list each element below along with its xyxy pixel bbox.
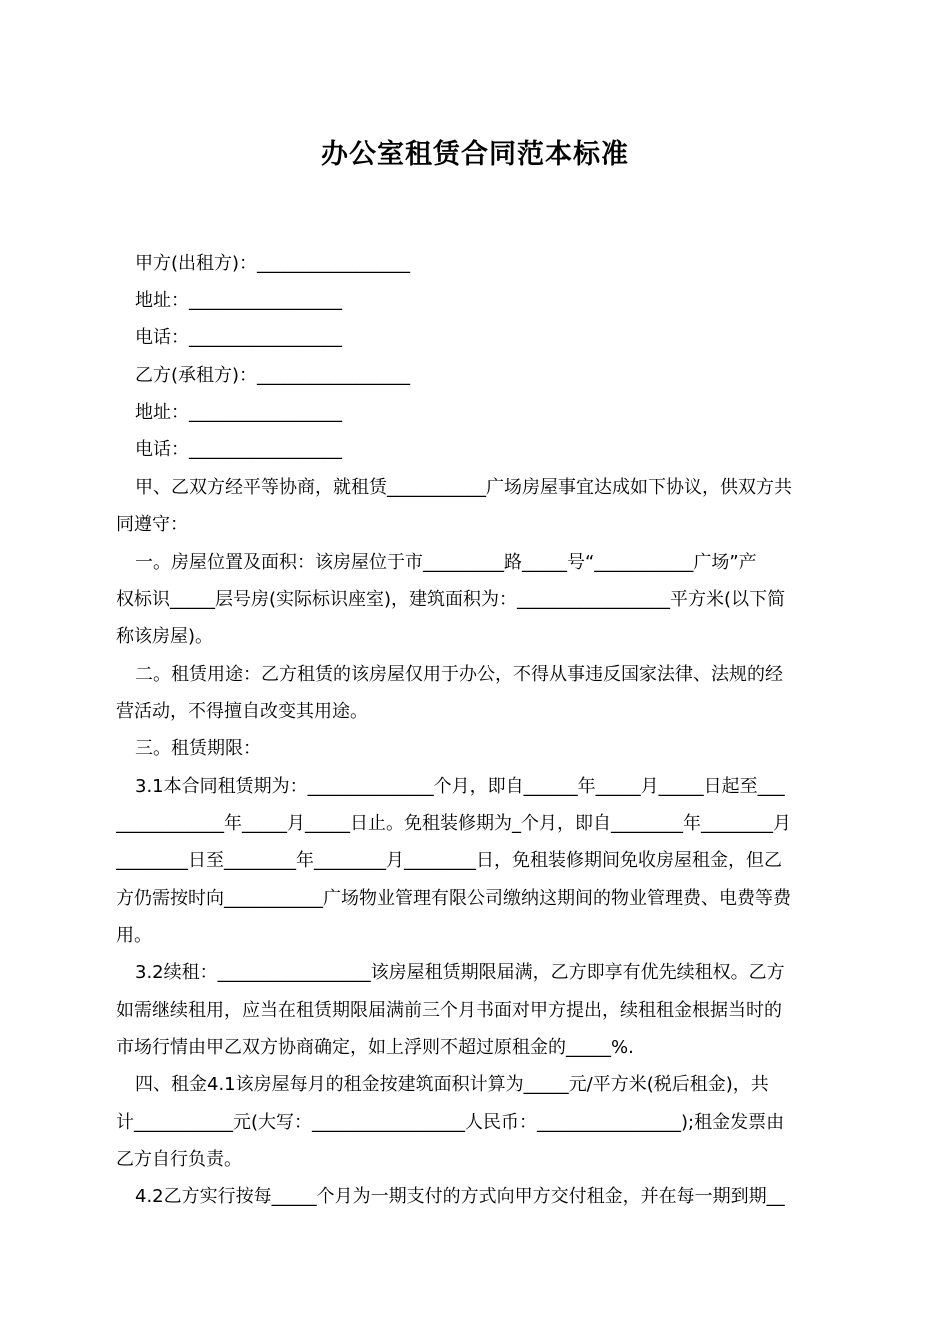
paragraph-line: 甲、乙双方经平等协商，就租赁___________广场房屋事宜达成如下协议，供双方共 bbox=[135, 477, 792, 498]
party-b-lessee-line: 乙方(承租方)：_________________ bbox=[135, 365, 411, 386]
paragraph-line: 乙方自行负责。 bbox=[116, 1149, 242, 1170]
party-a-lessor-line: 甲方(出租方)：_________________ bbox=[135, 253, 411, 274]
paragraph-line: 四、租金4.1该房屋每月的租金按建筑面积计算为_____元/平方米(税后租金)，共 bbox=[135, 1074, 769, 1095]
party-a-phone-line: 电话：_________________ bbox=[135, 327, 342, 348]
paragraph-line: 3.1本合同租赁期为：______________个月，即自______年_____月_____日起至___ bbox=[135, 776, 785, 797]
paragraph-line: 称该房屋)。 bbox=[116, 626, 214, 647]
paragraph-line: 二。租赁用途：乙方租赁的该房屋仅用于办公，不得从事违反国家法律、法规的经 bbox=[135, 664, 783, 685]
paragraph-line: ____________年_____月_____日止。免租装修期为_个月，即自________年________月 bbox=[116, 813, 791, 834]
party-a-address-line: 地址：_________________ bbox=[135, 290, 342, 311]
paragraph-line: ________日至________年________月________日，免租装修期间免收房屋租金，但乙 bbox=[116, 850, 782, 871]
paragraph-line: 用。 bbox=[116, 925, 152, 946]
document-title: 办公室租赁合同范本标准 bbox=[321, 139, 629, 170]
paragraph-line: 计___________元(大写：_________________人民币：________________);租金发票由 bbox=[116, 1112, 785, 1133]
section-heading: 三。租赁期限： bbox=[135, 738, 261, 759]
paragraph-line: 如需继续租用，应当在租赁期限届满前三个月书面对甲方提出，续租租金根据当时的 bbox=[116, 1000, 782, 1021]
paragraph-line: 权标识_____层号房(实际标识座室)，建筑面积为：_________________平方米(以下简 bbox=[116, 589, 786, 610]
paragraph-line: 3.2续租：_________________该房屋租赁期限届满，乙方即享有优先续租权。乙方 bbox=[135, 962, 785, 983]
paragraph-line: 同遵守： bbox=[116, 514, 188, 535]
party-b-address-line: 地址：_________________ bbox=[135, 402, 342, 423]
paragraph-line: 一。房屋位置及面积：该房屋位于市_________路_____号“___________广场”产 bbox=[135, 552, 757, 573]
party-b-phone-line: 电话：_________________ bbox=[135, 439, 342, 460]
paragraph-line: 营活动，不得擅自改变其用途。 bbox=[116, 701, 368, 722]
paragraph-line: 市场行情由甲乙双方协商确定，如上浮则不超过原租金的_____%. bbox=[116, 1037, 634, 1058]
paragraph-line: 4.2乙方实行按每_____个月为一期支付的方式向甲方交付租金，并在每一期到期__ bbox=[135, 1186, 785, 1207]
paragraph-line: 方仍需按时向___________广场物业管理有限公司缴纳这期间的物业管理费、电费等费 bbox=[116, 888, 791, 909]
